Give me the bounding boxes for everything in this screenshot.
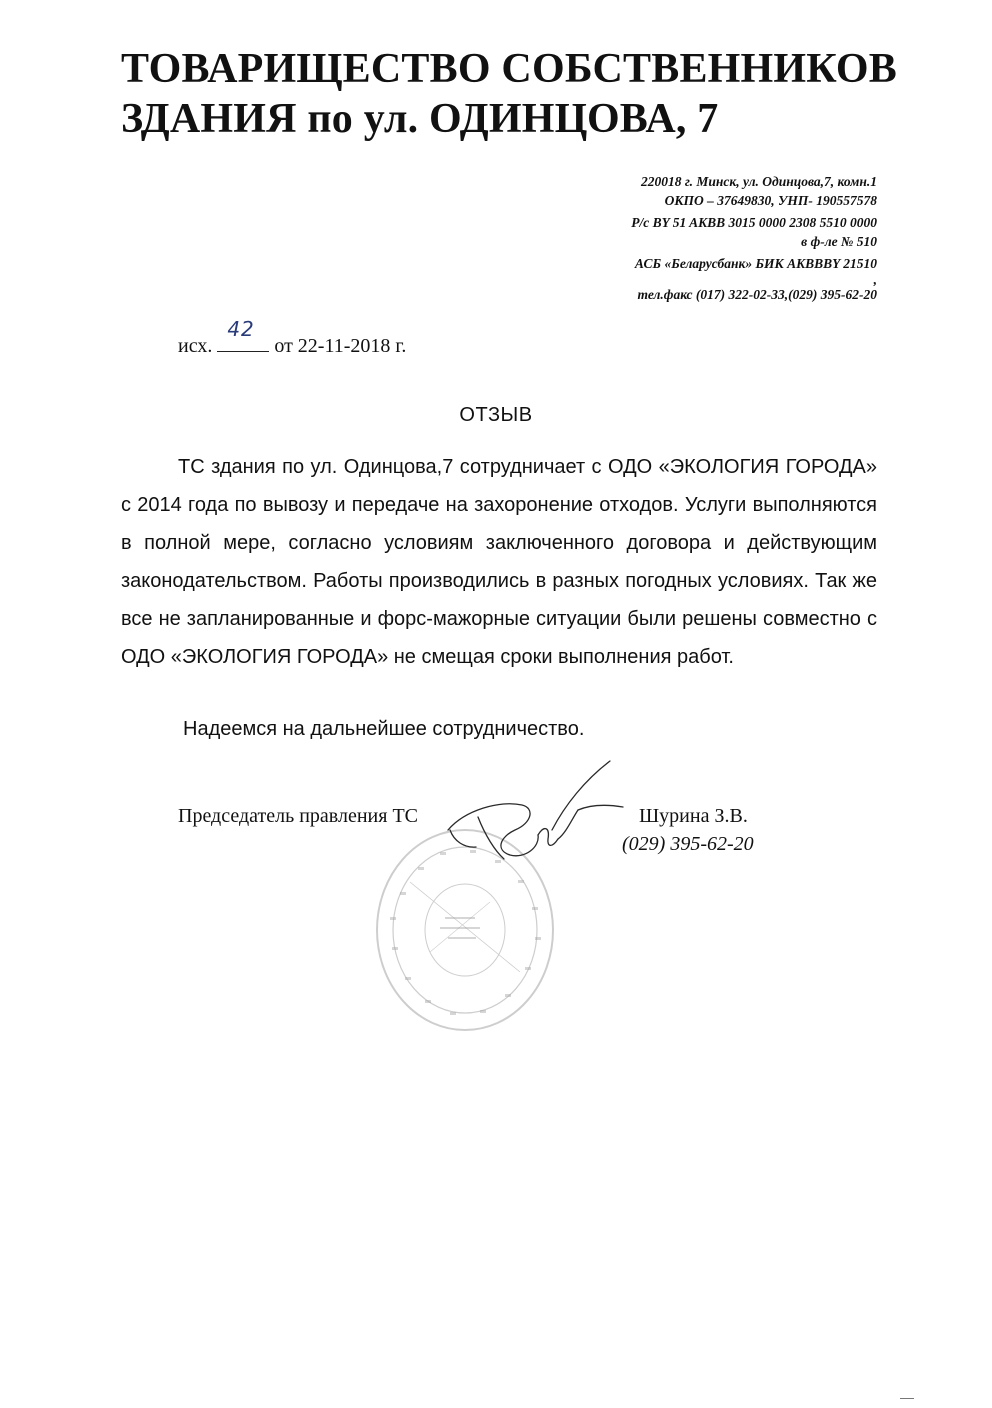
requisite-account: Р/с BY 51 AKBB 3015 0000 2308 5510 0000	[631, 215, 877, 230]
requisite-address: 220018 г. Минск, ул. Одинцова,7, комн.1	[640, 174, 877, 189]
outgoing-prefix: исх.	[178, 335, 213, 357]
review-paragraph: ТС здания по ул. Одинцова,7 сотрудничает с ОДО «ЭКОЛОГИЯ ГОРОДА» с 2014 года по вывозу и передаче на захоронение отходов. Услуги выполняются в полной мере, согласно условиям заключенного договора и действующим законодательством. Работы производились в разных погодных условиях. Так же все не запланированные и форс-мажорные ситуации были решены совместно с ОДО «ЭКОЛОГИЯ ГОРОДА» не смещая сроки выполнения работ.	[121, 456, 877, 668]
scan-edge-mark	[900, 1398, 914, 1399]
organization-requisites	[457, 172, 877, 304]
organization-title	[121, 44, 941, 144]
closing-line: Надеемся на дальнейшее сотрудничество.	[183, 718, 585, 740]
signatory-phone: (029) 395-62-20	[622, 833, 754, 855]
outgoing-number-field	[217, 317, 269, 352]
signatory-role: Председатель правления ТС	[178, 805, 418, 827]
outgoing-date: от 22-11-2018 г.	[274, 335, 407, 357]
requisite-branch: в ф-ле № 510	[801, 234, 877, 249]
outgoing-number-handwritten: 42	[227, 317, 255, 341]
title-line-1: ТОВАРИЩЕСТВО СОБСТВЕННИКОВ	[121, 46, 897, 92]
handwritten-signature	[440, 755, 630, 875]
document-title: ОТЗЫВ	[459, 404, 533, 426]
signatory-name: Шурина З.В.	[639, 805, 748, 827]
requisite-bank: АСБ «Беларусбанк» БИК AKBBBY 21510	[634, 256, 877, 271]
outgoing-reference	[178, 317, 407, 358]
title-line-2: ЗДАНИЯ по ул. ОДИНЦОВА, 7	[121, 96, 719, 142]
requisite-phone: тел.факс (017) 322-02-33,(029) 395-62-20	[637, 287, 877, 302]
requisite-comma: ,	[873, 272, 877, 287]
requisite-codes: ОКПО – 37649830, УНП- 190557578	[664, 193, 877, 208]
